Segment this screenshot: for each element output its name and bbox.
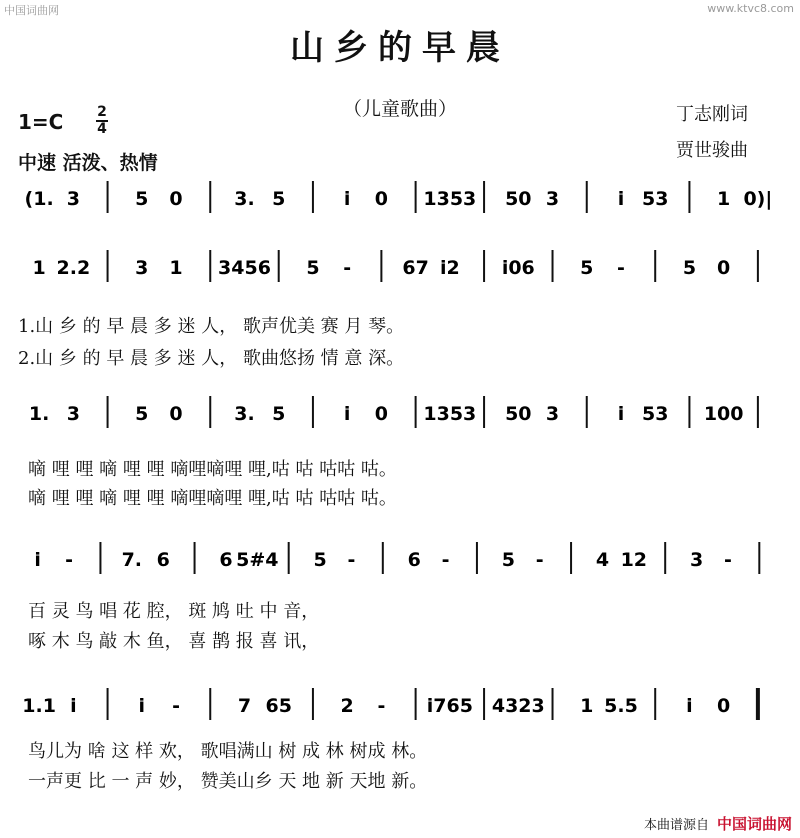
note-token: 5 bbox=[135, 188, 149, 210]
tempo-marking: 中速 活泼、热情 bbox=[18, 152, 158, 174]
note-token: - bbox=[441, 549, 450, 571]
watermark-right: www.ktvc8.com bbox=[707, 2, 794, 15]
note-token: 5 bbox=[682, 257, 697, 279]
lyric-row-4-verse-1: 鸟儿为 啥 这 样 欢， 歌唱满山 树 成 林 树成 林。 bbox=[28, 741, 428, 762]
note-token: 7. bbox=[121, 549, 143, 571]
footer-site: 中国词曲网 bbox=[716, 815, 792, 833]
note-token: i bbox=[617, 403, 625, 425]
note-token: 1353 bbox=[423, 188, 477, 210]
note-token: 6 bbox=[156, 549, 170, 571]
note-token: - bbox=[172, 695, 180, 717]
note-token: 2 bbox=[340, 695, 354, 717]
note-token: 65 bbox=[265, 695, 292, 717]
note-token: 0 bbox=[717, 257, 731, 279]
footer-credit bbox=[644, 813, 792, 834]
note-token: 4323 bbox=[491, 695, 545, 717]
note-token: 3. bbox=[234, 403, 255, 425]
note-token: 3456 bbox=[218, 257, 271, 279]
note-token: 5 bbox=[580, 257, 594, 279]
note-token: 5 bbox=[313, 549, 327, 571]
note-token: 5 bbox=[272, 188, 286, 210]
note-token: 7 bbox=[237, 695, 252, 717]
note-token: i bbox=[686, 695, 693, 717]
meter-top: 2 bbox=[97, 104, 107, 120]
note-token: 6 bbox=[219, 549, 233, 571]
note-token: 53 bbox=[641, 403, 669, 425]
note-token: - bbox=[65, 549, 74, 571]
note-token: 53 bbox=[641, 188, 669, 210]
note-token: 6 bbox=[407, 549, 421, 571]
note-token: 1353 bbox=[423, 403, 477, 425]
note-token: - bbox=[617, 257, 625, 279]
note-token: i06 bbox=[501, 257, 535, 279]
note-token: 5 bbox=[272, 403, 286, 425]
lyric-row-3-verse-2: 啄 木 鸟 敲 木 鱼， 喜 鹊 报 喜 讯， bbox=[28, 631, 320, 652]
note-token: 2.2 bbox=[56, 257, 91, 279]
note-token: 3 bbox=[135, 257, 149, 279]
note-token: i bbox=[617, 188, 625, 210]
note-token: 0 bbox=[374, 403, 389, 425]
note-token: i bbox=[138, 695, 146, 717]
note-token: 5 bbox=[306, 257, 320, 279]
note-token: 3 bbox=[66, 188, 80, 210]
note-token: i bbox=[34, 549, 41, 571]
note-token: 67 bbox=[402, 257, 429, 279]
note-token: i bbox=[343, 188, 351, 210]
note-token: i bbox=[343, 403, 351, 425]
meter-bottom: 4 bbox=[97, 121, 107, 137]
note-token: 5#4 bbox=[236, 549, 279, 571]
note-token: 50 bbox=[505, 188, 532, 210]
note-token: 0 bbox=[717, 695, 731, 717]
note-token: 0 bbox=[169, 188, 183, 210]
note-token: 3 bbox=[545, 188, 560, 210]
lyric-row-2-verse-2: 嘀 哩 哩 嘀 哩 哩 嘀哩嘀哩 哩,咕 咕 咕咕 咕。 bbox=[28, 488, 397, 509]
note-token: 5 bbox=[501, 549, 515, 571]
note-token: 3 bbox=[689, 549, 704, 571]
note-token: 1 bbox=[32, 257, 46, 279]
note-token: 1 bbox=[717, 188, 731, 210]
lyric-row-2-verse-1: 嘀 哩 哩 嘀 哩 哩 嘀哩嘀哩 哩,咕 咕 咕咕 咕。 bbox=[28, 459, 397, 480]
note-token: 1.1 bbox=[22, 695, 56, 717]
note-token: i bbox=[70, 695, 77, 717]
song-title: 山乡的早晨 bbox=[290, 28, 510, 68]
song-subtitle: （儿童歌曲） bbox=[342, 98, 457, 120]
note-token: (1. bbox=[24, 188, 54, 210]
note-token: 0)| bbox=[743, 188, 773, 210]
note-token: 0 bbox=[169, 403, 183, 425]
note-token: 5 bbox=[135, 403, 149, 425]
composer-credit: 贾世骏曲 bbox=[676, 140, 748, 161]
note-token: 1 bbox=[169, 257, 183, 279]
note-token: 1 bbox=[580, 695, 594, 717]
note-token: i765 bbox=[426, 695, 473, 717]
note-token: 50 bbox=[505, 403, 532, 425]
note-token: 0 bbox=[374, 188, 389, 210]
note-token: 100 bbox=[703, 403, 744, 425]
footer-source: 本曲谱源自 bbox=[643, 818, 709, 833]
note-token: 1. bbox=[28, 403, 50, 425]
lyric-row-1-verse-1: 1.山 乡 的 早 晨 多 迷 人， 歌声优美 赛 月 琴。 bbox=[18, 316, 405, 337]
lyric-row-4-verse-2: 一声更 比 一 声 妙， 赞美山乡 天 地 新 天地 新。 bbox=[28, 771, 428, 792]
lyric-row-1-verse-2: 2.山 乡 的 早 晨 多 迷 人， 歌曲悠扬 情 意 深。 bbox=[18, 348, 405, 369]
note-token: 3 bbox=[66, 403, 80, 425]
note-token: 5.5 bbox=[604, 695, 638, 717]
lyric-row-3-verse-1: 百 灵 鸟 唱 花 腔， 斑 鸠 吐 中 音， bbox=[28, 601, 320, 622]
note-token: 3 bbox=[545, 403, 560, 425]
note-token: 3. bbox=[234, 188, 255, 210]
note-token: 4 bbox=[595, 549, 610, 571]
note-token: - bbox=[347, 549, 356, 571]
lyricist-credit: 丁志刚词 bbox=[676, 104, 748, 125]
note-token: - bbox=[723, 549, 732, 571]
note-token: 12 bbox=[620, 549, 648, 571]
note-token: - bbox=[377, 695, 386, 717]
key-signature: 1=C bbox=[18, 110, 64, 134]
watermark-left: 中国词曲网 bbox=[4, 4, 59, 17]
note-token: - bbox=[535, 549, 544, 571]
note-token: - bbox=[343, 257, 352, 279]
note-token: i2 bbox=[439, 257, 460, 279]
